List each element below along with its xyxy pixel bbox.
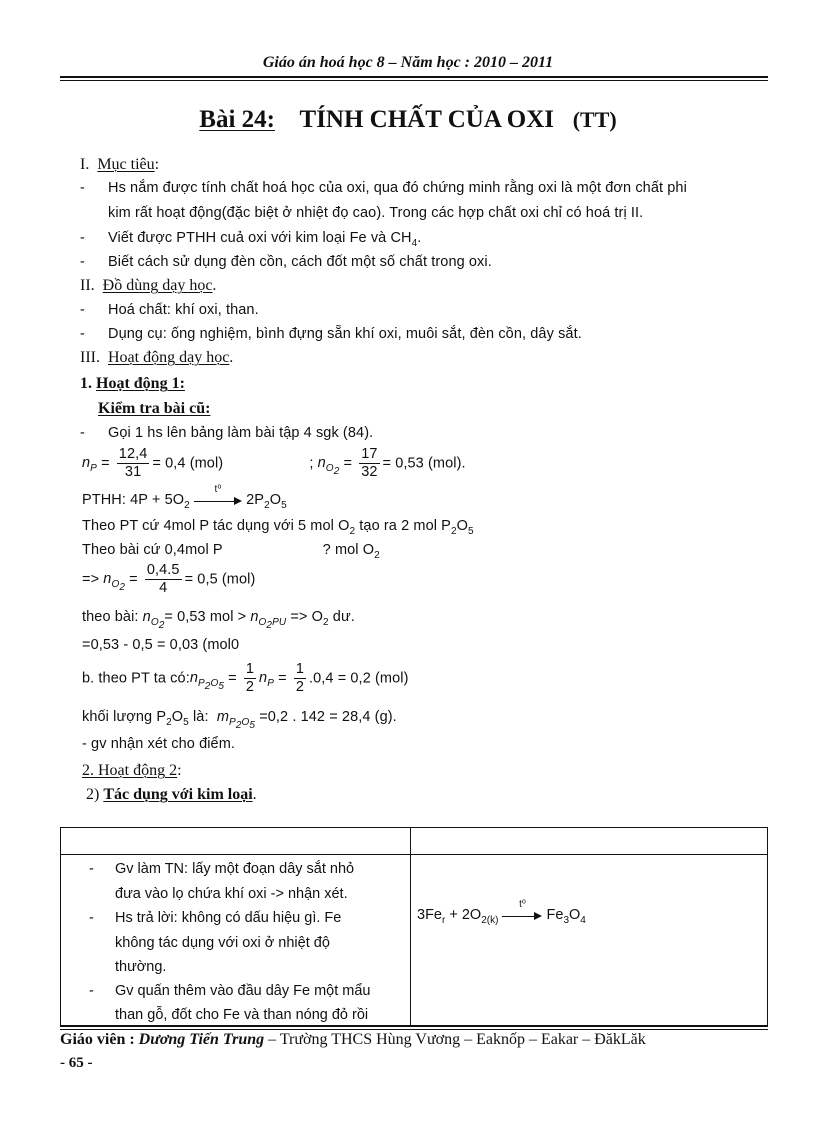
objective-item-cont: kim rất hoạt động(đặc biệt ở nhiệt đọ cao). Trong các hợp chất oxi chỉ có hoá trị II. [108,205,644,221]
table-item-cont: thường. [115,959,167,975]
header-rule [60,76,768,78]
activity-2-subheading: 2) Tác dụng với kim loại. [86,786,257,803]
material-item: - Hoá chất: khí oxi, than. [80,302,259,318]
mass-calc: khối lượng $P_2O_5$ là: $m_{P_2O_5} =0,2$ . 142 = 28,4 (g). [82,709,397,731]
reaction-arrow-icon: t⁰ [194,493,242,507]
table-cell-activities [61,855,411,1026]
reaction-arrow-icon: t⁰ [502,908,542,922]
fraction: $\frac{0,4.5}{4}$ [146,562,180,596]
footer-rule [60,1025,768,1027]
activity-1-heading: 1. Hoạt động 1: [80,375,185,392]
lesson-suffix: (TT) [572,107,617,132]
teacher-name: Dương Tiến Trung [138,1031,265,1048]
footer-credit: Giáo viên : Dương Tiến Trung – Trường THCS Hùng Vương – Eaknốp – Eakar – ĐăkLăk [60,1031,646,1048]
table-cell [61,828,411,855]
excess-calc: =0,53 - 0,5 = 0,03 (mol0 [82,637,240,653]
fraction: $\frac{17}{32}$ [361,446,378,480]
table-item: - Hs trả lời: không có dấu hiệu gì. Fe [89,910,342,926]
table-item: - Gv quấn thêm vào đầu dây Fe một mẩu [89,983,371,999]
table-cell-equation [411,855,768,1026]
lesson-number: Bài 24: [199,106,275,133]
footer-rule-thin [60,1029,768,1030]
material-item: - Dụng cụ: ống nghiệm, bình đựng sẵn khí oxi, muôi sắt, đèn cồn, dây sắt. [80,326,582,342]
table-cell [411,828,768,855]
table-item: - Gv làm TN: lấy một đoạn dây sắt nhỏ [89,861,355,877]
section-1-heading: I. Mục tiêu: [80,156,160,173]
fraction: $\frac{1}{2}$ [295,661,304,695]
table-header-row [61,828,768,855]
homework-call: - Gọi 1 hs lên bảng làm bài tập 4 sgk (84). [80,425,374,441]
ratio-text: Theo PT cứ 4mol P tác dụng với 5 mol $O_2$ tạo ra 2 mol $P_2O_5$ [82,518,474,537]
fraction: $\frac{12,4}{31}$ [118,446,148,480]
iron-equation: $3Fe_r + 2O_{2(k)}$ t⁰ $Fe_3O_4$ [417,899,586,926]
mole-calc-row: $n_P$ = $\frac{12,4}{31}$ = 0,4 (mol) ; $n_{O_2}$ = $\frac{17}{32}$ = 0,53 (mol). [82,446,466,480]
table-row [61,855,768,1026]
table-item-cont: không tác dụng với oxi ở nhiệt độ [115,935,330,951]
page-header: Giáo án hoá học 8 – Năm học : 2010 – 2011 [262,54,554,71]
objective-item: - Viết được PTHH cuả oxi với kim loại Fe và $CH_4$. [80,230,422,249]
objective-item: - Hs nắm được tính chất hoá học của oxi, qua đó chứng minh rằng oxi là một đơn chất phi [80,180,687,196]
lesson-name: TÍNH CHẤT CỦA OXI [299,106,554,133]
objective-item: - Biết cách sử dụng đèn cồn, cách đốt một số chất trong oxi. [80,254,492,270]
ratio-question: Theo bài cứ 0,4mol P ? mol $O_2$ [82,542,380,561]
section-2-heading: II. Đồ dùng dạy học. [80,277,217,294]
activity-table [60,827,768,1026]
teacher-comment: - gv nhận xét cho điểm. [82,736,236,752]
comparison-row: theo bài: $n_{O_2}= 0,53$ mol > $n_{O_2PU} => O_2$ dư. [82,609,355,631]
section-3-heading: III. Hoạt động dạy học. [80,349,234,366]
table-item-cont: đưa vào lọ chứa khí oxi -> nhận xét. [115,886,348,902]
header-rule-thin [60,80,768,81]
product-mole-calc: b. theo PT ta $có:n_{P_2O_5}$ = $\frac{1}{2}$ $n_P$ = $\frac{1}{2}$ .0,4 = 0,2 (mol) [82,661,409,695]
lesson-title [0,106,816,134]
table-item-cont: than gỗ, đốt cho Fe và than nóng đỏ rồi [115,1007,369,1023]
activity-2-heading: 2. Hoạt động 2: [82,762,182,779]
reaction-equation: PTHH: $4P + 5O_2$ t⁰ $2P_2O_5$ [82,484,287,511]
oxygen-needed-calc: => $n_{O_2}$ = $\frac{0,4.5}{4}$ = 0,5 (mol) [82,562,256,596]
activity-1-subheading: Kiểm tra bài cũ: [98,400,211,417]
page-number: - 65 - [60,1055,93,1071]
fraction: $\frac{1}{2}$ [245,661,255,695]
